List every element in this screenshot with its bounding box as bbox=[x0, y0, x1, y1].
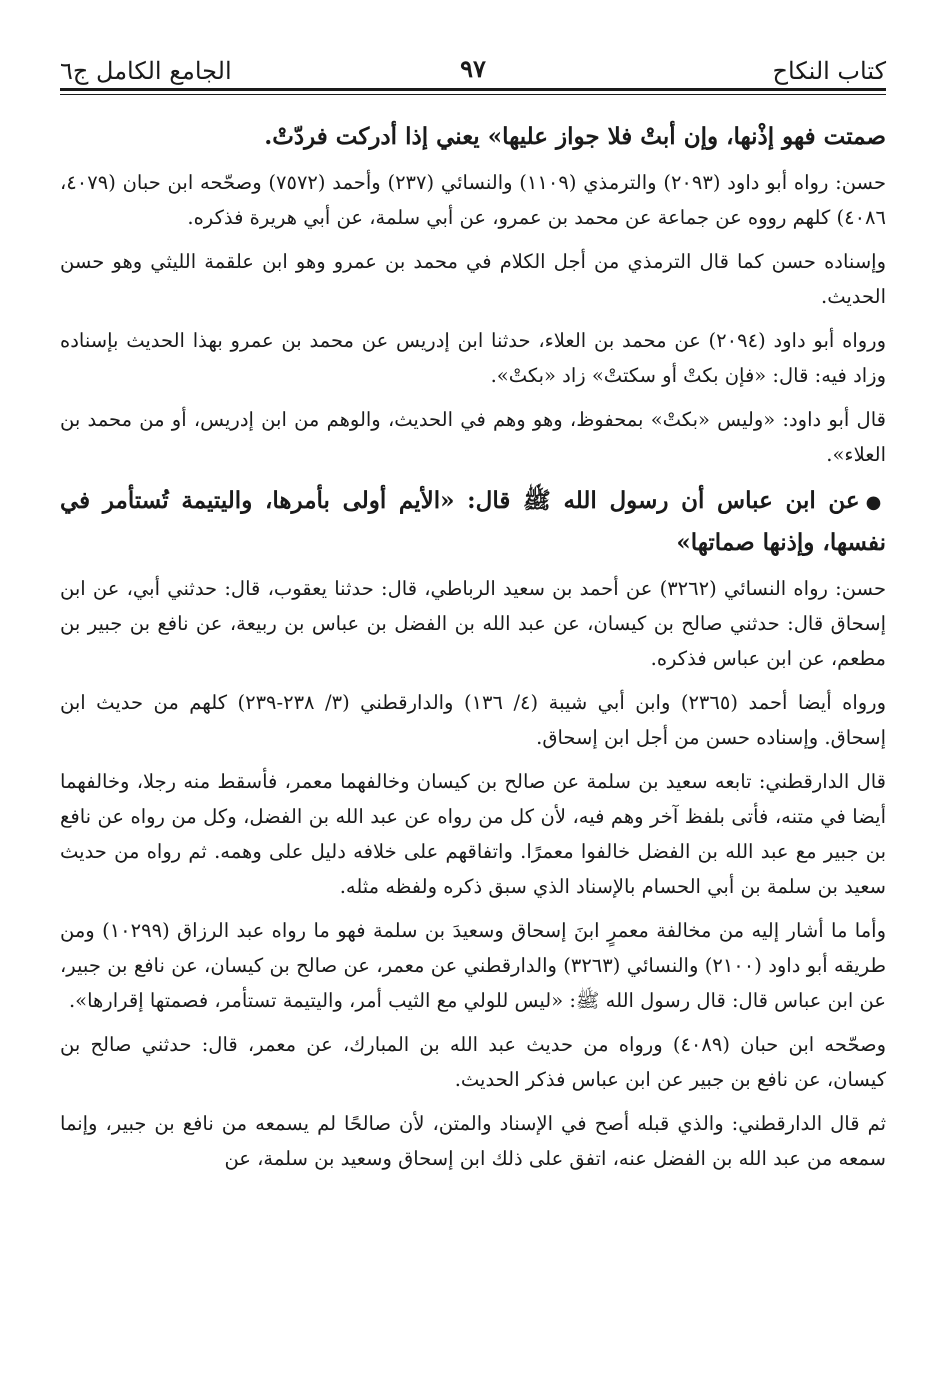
commentary-paragraph: وأما ما أشار إليه من مخالفة معمرٍ ابنَ إسحاق وسعيدَ بن سلمة فهو ما رواه عبد الرزاق (١٠٢٩٩) ومن طريقه أبو داود (٢١٠٠) والنسائي (٣٢٦٣) والدارقطني عن معمر، عن صالح بن كيسان، عن نافع بن جبير، عن ابن عباس قال: قال رسول الله ﷺ: «ليس للولي مع الثيب أمر، واليتيمة تستأمر، فصمتها إقرارها». bbox=[60, 919, 887, 1012]
commentary-paragraph: ثم قال الدارقطني: والذي قبله أصح في الإسناد والمتن، لأن صالحًا لم يسمعه من نافع بن جبير، وإنما سمعه من عبد الله بن الفضل عنه، اتفق على ذلك ابن إسحاق وسعيد بن سلمة، عن bbox=[60, 1112, 886, 1170]
hadith-continuation: صمتت فهو إذْنها، وإن أبتْ فلا جواز عليها» يعني إذا أدركت فردّتْ. bbox=[264, 123, 886, 150]
bullet-icon: ● bbox=[865, 492, 886, 513]
commentary-paragraph: وإسناده حسن كما قال الترمذي من أجل الكلام في محمد بن عمرو وهو ابن علقمة الليثي وهو حسن الحديث. bbox=[60, 250, 886, 308]
commentary-paragraph: وصحّحه ابن حبان (٤٠٨٩) ورواه من حديث عبد الله بن المبارك، عن معمر، قال: حدثني صالح بن كيسان، عن نافع بن جبير عن ابن عباس فذكر الحديث. bbox=[60, 1033, 887, 1091]
book-title: كتاب النكاح bbox=[772, 57, 886, 85]
commentary-paragraph: قال الدارقطني: تابعه سعيد بن سلمة عن صالح بن كيسان وخالفهما معمر، فأسقط منه رجلا، وخالفهما أيضا في متنه، فأتى بلفظ آخر وهم فيه، لأن كل من رواه عن عبد الله بن الفضل، وكل من رواه عن نافع بن جبير مع عبد الله بن الفضل خالفوا معمرًا. واتفاقهم على خلافه دليل على وهمه. ثم رواه من حديث سعيد بن سلمة بن أبي الحسام بالإسناد الذي سبق ذكره ولفظه مثله. bbox=[60, 770, 886, 898]
page-header bbox=[60, 0, 886, 88]
commentary-paragraph: حسن: رواه أبو داود (٢٠٩٣) والترمذي (١١٠٩) والنسائي (٢٣٧) وأحمد (٧٥٧٢) وصحّحه ابن حبان (٤٠٧٩، ٤٠٨٦) كلهم رووه عن جماعة عن محمد بن عمرو، عن أبي سلمة، عن أبي هريرة فذكره. bbox=[60, 171, 886, 229]
commentary-paragraph: حسن: رواه النسائي (٣٢٦٢) عن أحمد بن سعيد الرباطي، قال: حدثنا يعقوب، قال: حدثني أبي، عن ابن إسحاق قال: حدثني صالح بن كيسان، عن عبد الله بن الفضل بن عباس بن ربيعة، عن نافع بن جبير بن مطعم، عن ابن عباس فذكره. bbox=[60, 577, 886, 670]
header-rule-thin bbox=[60, 94, 886, 95]
hadith-text bbox=[60, 481, 886, 563]
page-body bbox=[60, 117, 886, 1176]
commentary-paragraph: ورواه أيضا أحمد (٢٣٦٥) وابن أبي شيبة (٤/ ١٣٦) والدارقطني (٣/ ٢٣٨-٢٣٩) كلهم من حديث ابن إسحاق. وإسناده حسن من أجل ابن إسحاق. bbox=[60, 691, 886, 749]
commentary-paragraph: قال أبو داود: «وليس «بكتْ» بمحفوظ، وهو وهم في الحديث، والوهم من ابن إدريس، أو من محمد بن العلاء». bbox=[60, 408, 886, 466]
header-rule-thick bbox=[60, 88, 886, 91]
hadith-body: عن ابن عباس أن رسول الله ﷺ قال: «الأيم أولى بأمرها، واليتيمة تُستأمر في نفسها، وإذنها صماتها» bbox=[60, 487, 886, 556]
volume-title: الجامع الكامل ج٦ bbox=[60, 57, 232, 85]
commentary-paragraph: ورواه أبو داود (٢٠٩٤) عن محمد بن العلاء، حدثنا ابن إدريس عن محمد بن عمرو بهذا الحديث بإسناده وزاد فيه: قال: «فإن بكتْ أو سكتتْ» زاد «بكتْ». bbox=[60, 329, 886, 387]
page-number: ٩٧ bbox=[460, 54, 486, 83]
